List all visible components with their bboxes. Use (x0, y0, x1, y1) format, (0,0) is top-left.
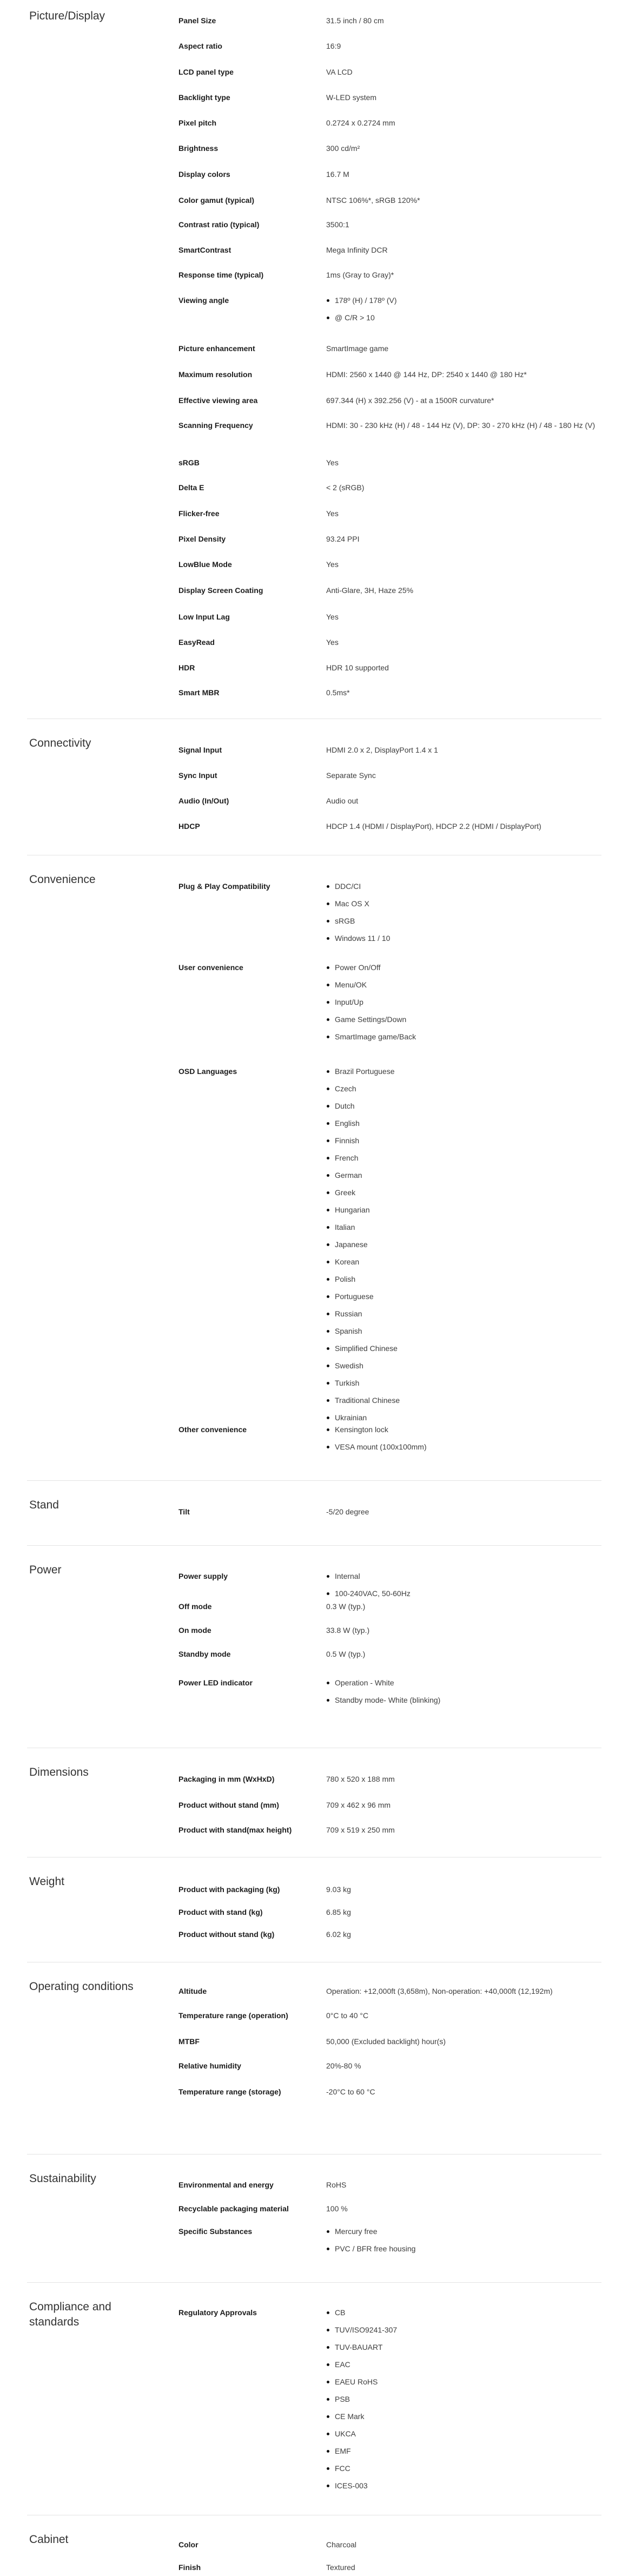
spec-label: Panel Size (178, 16, 216, 25)
spec-list-item: ICES-003 (326, 2480, 597, 2498)
spec-value: Mega Infinity DCR (326, 246, 388, 254)
spec-list-item: Polish (326, 1274, 597, 1291)
section-divider (27, 1545, 601, 1546)
section-title: Cabinet (29, 2533, 69, 2546)
spec-value-list (326, 2226, 597, 2261)
spec-value: HDMI: 30 - 230 kHz (H) / 48 - 144 Hz (V), DP: 30 - 270 kHz (H) / 48 - 180 Hz (V) (326, 421, 595, 430)
spec-value: Audio out (326, 796, 359, 805)
spec-list-item: EMF (326, 2446, 597, 2463)
spec-list-item: Windows 11 / 10 (326, 933, 597, 950)
spec-list-item: Dutch (326, 1101, 597, 1118)
spec-value-list (326, 962, 597, 1049)
spec-list-item: Brazil Portuguese (326, 1066, 597, 1083)
spec-label: Standby mode (178, 1650, 231, 1658)
spec-value-list (326, 881, 597, 950)
spec-label: Low Input Lag (178, 612, 230, 621)
spec-value: 1ms (Gray to Gray)* (326, 271, 394, 279)
spec-list-item: TUV-BAUART (326, 2342, 597, 2359)
spec-value: Charcoal (326, 2540, 357, 2549)
spec-list-item: PVC / BFR free housing (326, 2243, 597, 2261)
spec-list-item: UKCA (326, 2428, 597, 2446)
section-title: Dimensions (29, 1766, 89, 1778)
spec-list-item: Swedish (326, 1360, 597, 1378)
spec-label: Maximum resolution (178, 370, 253, 379)
spec-list-item: sRGB (326, 915, 597, 933)
spec-value: 31.5 inch / 80 cm (326, 16, 384, 25)
spec-list-item: Japanese (326, 1239, 597, 1256)
spec-list-item: Internal (326, 1571, 597, 1588)
spec-list-item: Simplified Chinese (326, 1343, 597, 1360)
spec-value: 0.5 W (typ.) (326, 1650, 366, 1658)
spec-label: Aspect ratio (178, 42, 222, 50)
spec-value: HDMI 2.0 x 2, DisplayPort 1.4 x 1 (326, 746, 438, 754)
spec-list-item: Italian (326, 1222, 597, 1239)
spec-list-item: German (326, 1170, 597, 1187)
spec-label: Packaging in mm (WxHxD) (178, 1775, 275, 1783)
spec-value: HDR 10 supported (326, 663, 389, 672)
spec-label: OSD Languages (178, 1067, 237, 1076)
section-title: Connectivity (29, 737, 91, 749)
spec-label: EasyRead (178, 638, 215, 647)
spec-value: Yes (326, 560, 339, 569)
spec-label: sRGB (178, 458, 200, 467)
section-title: Compliance and standards (29, 2301, 111, 2328)
spec-label: Smart MBR (178, 688, 220, 697)
spec-value: 100 % (326, 2204, 348, 2213)
spec-label: Product with packaging (kg) (178, 1885, 280, 1894)
spec-list-item: Kensington lock (326, 1424, 597, 1441)
spec-label: Signal Input (178, 746, 222, 754)
spec-label: Product with stand(max height) (178, 1826, 292, 1834)
spec-value: 0.2724 x 0.2724 mm (326, 118, 395, 127)
spec-label: Effective viewing area (178, 396, 258, 405)
spec-label: Viewing angle (178, 296, 229, 305)
spec-label: Power LED indicator (178, 1678, 253, 1687)
spec-label: Scanning Frequency (178, 421, 253, 430)
spec-label: Brightness (178, 144, 219, 153)
spec-label: Display colors (178, 170, 230, 179)
section-divider (27, 1480, 601, 1481)
spec-label: Delta E (178, 483, 204, 492)
spec-value: Yes (326, 509, 339, 518)
spec-value-list (326, 295, 597, 330)
spec-label: HDR (178, 663, 195, 672)
spec-list-item: DDC/CI (326, 881, 597, 898)
spec-label: Off mode (178, 1602, 212, 1611)
spec-value: 16:9 (326, 42, 341, 50)
spec-label: Flicker-free (178, 509, 220, 518)
spec-value: 780 x 520 x 188 mm (326, 1775, 395, 1783)
spec-list-item: SmartImage game/Back (326, 1031, 597, 1049)
spec-list-item: Spanish (326, 1326, 597, 1343)
spec-label: Audio (In/Out) (178, 796, 229, 805)
spec-list-item: Menu/OK (326, 979, 597, 997)
spec-list-item: PSB (326, 2394, 597, 2411)
section-divider (27, 2154, 601, 2155)
spec-list-item: 100-240VAC, 50-60Hz (326, 1588, 597, 1605)
section-title: Weight (29, 1875, 64, 1888)
spec-value: < 2 (sRGB) (326, 483, 365, 492)
section-title: Sustainability (29, 2172, 96, 2185)
spec-label: SmartContrast (178, 246, 231, 254)
section-title: Stand (29, 1499, 59, 1511)
spec-label: Environmental and energy (178, 2180, 274, 2189)
spec-list-item: Ukrainian (326, 1412, 597, 1429)
spec-label: Contrast ratio (typical) (178, 220, 260, 229)
spec-list-item: Mercury free (326, 2226, 597, 2243)
spec-label: Temperature range (operation) (178, 2011, 288, 2020)
spec-value: 9.03 kg (326, 1885, 351, 1894)
spec-label: Pixel pitch (178, 118, 217, 127)
spec-label: LowBlue Mode (178, 560, 232, 569)
spec-list-item: Portuguese (326, 1291, 597, 1308)
spec-list-item: Greek (326, 1187, 597, 1204)
spec-label: Regulatory Approvals (178, 2308, 257, 2317)
spec-label: Plug & Play Compatibility (178, 882, 270, 891)
spec-list-item: Power On/Off (326, 962, 597, 979)
spec-value: 50,000 (Excluded backlight) hour(s) (326, 2037, 446, 2046)
spec-value-list (326, 1571, 597, 1605)
spec-list-item: Traditional Chinese (326, 1395, 597, 1412)
spec-value: VA LCD (326, 68, 353, 76)
spec-value: HDMI: 2560 x 1440 @ 144 Hz, DP: 2540 x 1440 @ 180 Hz* (326, 370, 527, 379)
spec-list-item: TUV/ISO9241-307 (326, 2324, 597, 2342)
spec-label: Altitude (178, 1987, 207, 1995)
spec-label: Tilt (178, 1507, 190, 1516)
spec-value-list (326, 1066, 597, 1429)
spec-label: Recyclable packaging material (178, 2204, 289, 2213)
section-title: Operating conditions (29, 1980, 134, 1993)
spec-label: Color (178, 2540, 198, 2549)
spec-value: HDCP 1.4 (HDMI / DisplayPort), HDCP 2.2 (HDMI / DisplayPort) (326, 822, 541, 831)
spec-value: W-LED system (326, 93, 377, 102)
spec-label: Picture enhancement (178, 344, 255, 353)
spec-value: NTSC 106%*, sRGB 120%* (326, 196, 420, 205)
spec-label: Temperature range (storage) (178, 2087, 281, 2096)
spec-list-item: EAC (326, 2359, 597, 2376)
spec-label: MTBF (178, 2037, 200, 2046)
spec-label: Power supply (178, 1572, 228, 1580)
spec-list-item: EAEU RoHS (326, 2376, 597, 2394)
spec-list-item: Korean (326, 1256, 597, 1274)
spec-label: Finish (178, 2563, 201, 2572)
spec-value: Textured (326, 2563, 355, 2572)
spec-value: 6.85 kg (326, 1908, 351, 1916)
spec-list-item: Standby mode- White (blinking) (326, 1695, 597, 1712)
spec-value: -20°C to 60 °C (326, 2087, 375, 2096)
spec-value: 16.7 M (326, 170, 349, 179)
spec-value: 709 x 519 x 250 mm (326, 1826, 395, 1834)
spec-list-item: Mac OS X (326, 898, 597, 915)
spec-list-item: Game Settings/Down (326, 1014, 597, 1031)
spec-label: Product without stand (kg) (178, 1930, 275, 1939)
spec-list-item: Finnish (326, 1135, 597, 1152)
spec-label: Color gamut (typical) (178, 196, 255, 205)
spec-value: Anti-Glare, 3H, Haze 25% (326, 586, 414, 595)
spec-list-item: Turkish (326, 1378, 597, 1395)
spec-label: Display Screen Coating (178, 586, 263, 595)
spec-value: 33.8 W (typ.) (326, 1626, 370, 1635)
spec-value: Yes (326, 638, 339, 647)
spec-list-item: FCC (326, 2463, 597, 2480)
spec-list-item: French (326, 1152, 597, 1170)
spec-label: Backlight type (178, 93, 230, 102)
spec-label: Other convenience (178, 1425, 247, 1434)
spec-value: 93.24 PPI (326, 535, 360, 543)
spec-value: 6.02 kg (326, 1930, 351, 1939)
spec-value: Separate Sync (326, 771, 376, 780)
spec-list-item: VESA mount (100x100mm) (326, 1441, 597, 1459)
spec-label: On mode (178, 1626, 211, 1635)
spec-label: Specific Substances (178, 2227, 253, 2236)
spec-list-item: Operation - White (326, 1677, 597, 1695)
spec-value: 0.5ms* (326, 688, 350, 697)
section-title: Convenience (29, 873, 96, 886)
spec-label: User convenience (178, 963, 243, 972)
spec-value: RoHS (326, 2180, 347, 2189)
spec-value: 697.344 (H) x 392.256 (V) - at a 1500R curvature* (326, 396, 494, 405)
section-title: Power (29, 1564, 62, 1576)
spec-list-item: 178º (H) / 178º (V) (326, 295, 597, 312)
spec-value: 20%-80 % (326, 2061, 361, 2070)
spec-list-item: Czech (326, 1083, 597, 1101)
spec-value-list (326, 1677, 597, 1712)
spec-list-item: CE Mark (326, 2411, 597, 2428)
spec-value: 709 x 462 x 96 mm (326, 1801, 391, 1809)
spec-label: Response time (typical) (178, 271, 264, 279)
spec-label: Pixel Density (178, 535, 226, 543)
spec-value-list (326, 2307, 597, 2498)
spec-value: Yes (326, 458, 339, 467)
spec-list-item: @ C/R > 10 (326, 312, 597, 330)
spec-label: HDCP (178, 822, 200, 831)
spec-value-list (326, 1424, 597, 1459)
spec-value: 3500:1 (326, 220, 349, 229)
spec-list-item: English (326, 1118, 597, 1135)
spec-list-item: Russian (326, 1308, 597, 1326)
spec-value: Yes (326, 612, 339, 621)
spec-list-item: Input/Up (326, 997, 597, 1014)
section-divider (27, 2282, 601, 2283)
spec-value: Operation: +12,000ft (3,658m), Non-operation: +40,000ft (12,192m) (326, 1987, 553, 1995)
spec-value: 0.3 W (typ.) (326, 1602, 366, 1611)
spec-label: Sync Input (178, 771, 217, 780)
spec-value: SmartImage game (326, 344, 389, 353)
section-title: Picture/Display (29, 10, 105, 22)
spec-label: Product without stand (mm) (178, 1801, 279, 1809)
spec-list-item: Hungarian (326, 1204, 597, 1222)
spec-label: LCD panel type (178, 68, 234, 76)
spec-label: Product with stand (kg) (178, 1908, 263, 1916)
spec-value: 300 cd/m² (326, 144, 360, 153)
spec-value: -5/20 degree (326, 1507, 369, 1516)
spec-value: 0°C to 40 °C (326, 2011, 369, 2020)
spec-label: Relative humidity (178, 2061, 241, 2070)
spec-list-item: CB (326, 2307, 597, 2324)
